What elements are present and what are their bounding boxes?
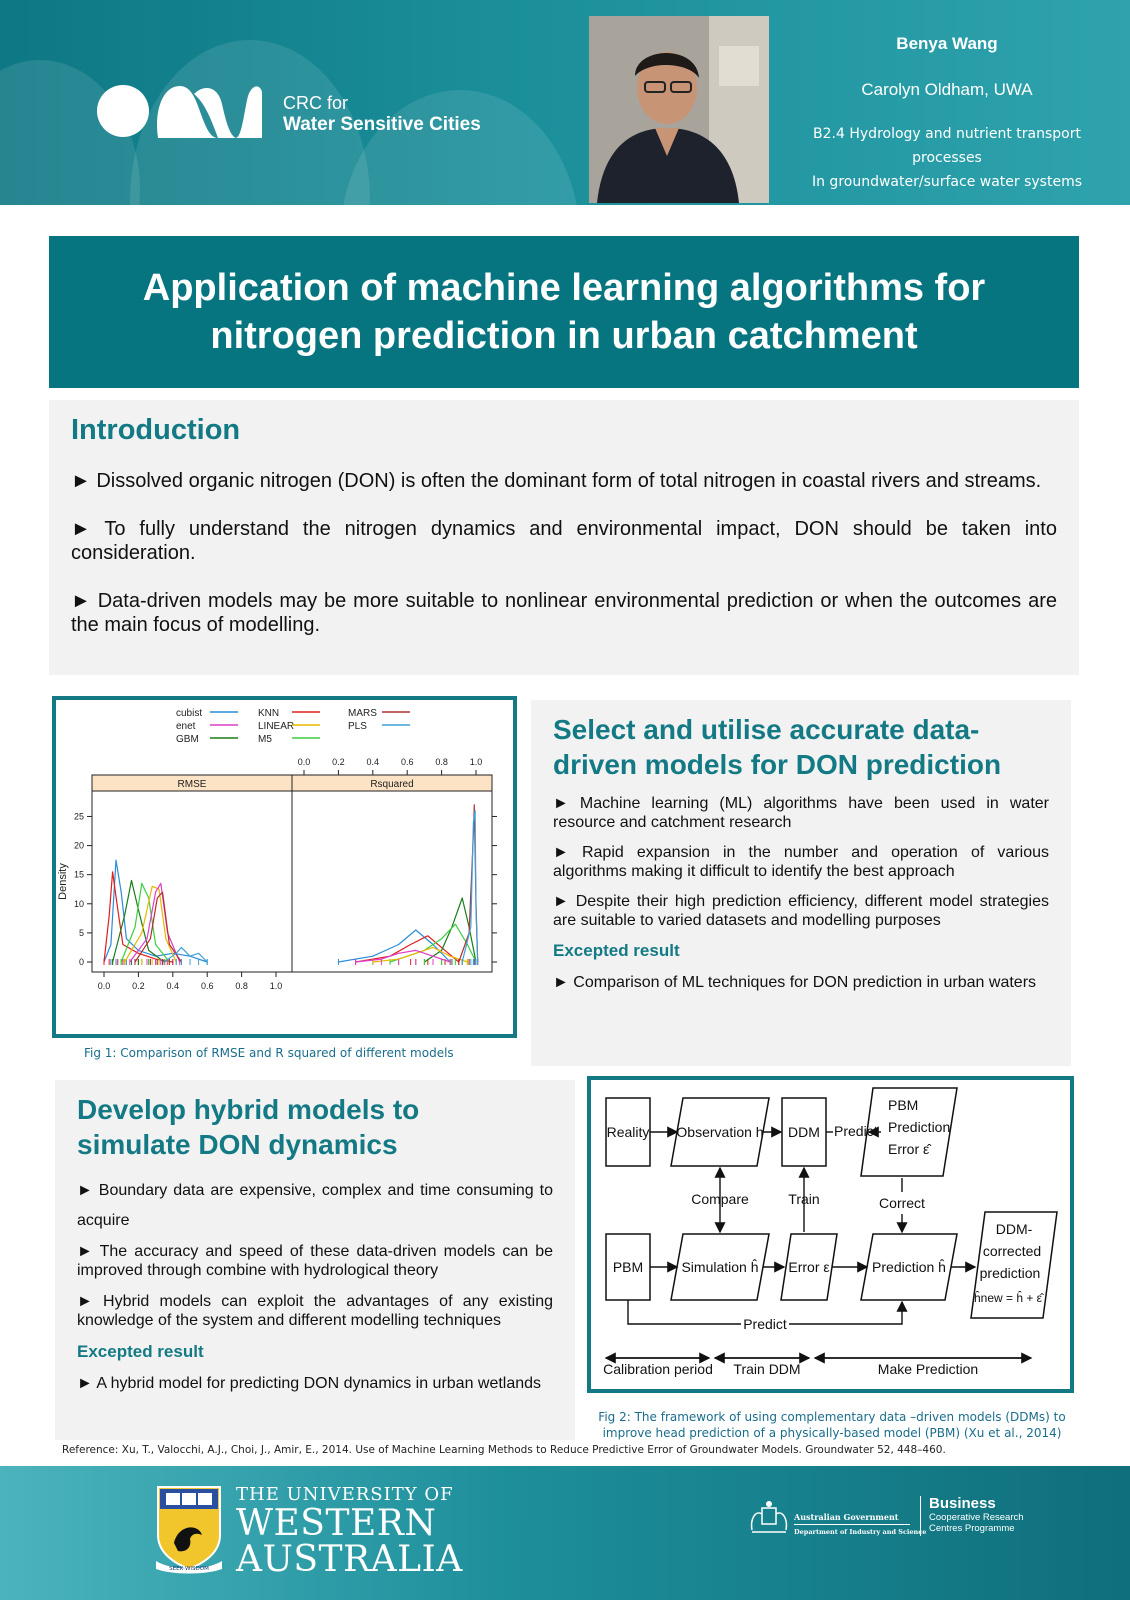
- project-line2: In groundwater/surface water systems: [811, 174, 1083, 190]
- gov-divider: [794, 1524, 910, 1525]
- correct-label: Correct: [879, 1195, 925, 1211]
- project-title: [782, 122, 1112, 194]
- hybrid-heading-line2: simulate DON dynamics: [77, 1129, 398, 1160]
- fig1-density-chart: [52, 696, 517, 1038]
- business-crc-logo: [920, 1496, 1024, 1536]
- intro-bullet: ► Data-driven models may be more suitable to nonlinear environmental prediction or when the outcomes are the main focus of modelling.: [71, 590, 1057, 636]
- ddm-label: DDM: [788, 1124, 820, 1140]
- y-tick-label: 0: [78, 957, 84, 967]
- legend-label: GBM: [176, 734, 199, 745]
- uwa-logo-text: [236, 1484, 463, 1578]
- x-tick-label: 0.4: [166, 981, 180, 991]
- density-series: [356, 936, 459, 962]
- fig2-caption: [590, 1409, 1074, 1441]
- poster-title: [84, 264, 1044, 360]
- x-tick-label: 1.0: [469, 757, 483, 767]
- australian-government-logo: [748, 1488, 927, 1568]
- y-tick-label: 10: [73, 898, 84, 909]
- panel-title: Rsquared: [370, 779, 414, 790]
- sec3-bullet: ► Boundary data are expensive, complex and time consuming to acquire: [77, 1182, 553, 1229]
- x-tick-label: 0.6: [400, 757, 414, 767]
- sec2-bullet: ► Machine learning (ML) algorithms have been used in water resource and catchment research: [553, 795, 1049, 831]
- business-line1: Business: [929, 1495, 996, 1512]
- sec3-expected-result-heading: Excepted result: [77, 1342, 204, 1361]
- density-series: [338, 930, 450, 962]
- x-tick-label: 0.8: [235, 981, 248, 991]
- ddm-corr-line1: DDM-: [995, 1221, 1033, 1237]
- project-line1: B2.4 Hydrology and nutrient transport processes: [813, 126, 1081, 166]
- supervisor-name: Carolyn Oldham, UWA: [861, 80, 1033, 99]
- logo-line2: Water Sensitive Cities: [283, 114, 481, 135]
- gov-line2: Department of Industry and Science: [794, 1528, 927, 1536]
- logo-line1: CRC for: [283, 93, 349, 113]
- reference-text: Reference: Xu, T., Valocchi, A.J., Choi, J., Amir, E., 2014. Use of Machine Learning Methods to Reduce Predictive Error of Groundwater Models. Groundwater 52, 448–460.: [62, 1444, 946, 1456]
- y-axis-label: Density: [57, 863, 69, 900]
- pbm-label: PBM: [612, 1259, 644, 1275]
- legend-label: KNN: [258, 708, 280, 719]
- y-tick-label: 20: [73, 840, 84, 851]
- train-label: Train: [788, 1191, 820, 1207]
- select-models-heading: Select and utilise accurate data-driven models for DON prediction: [553, 714, 1002, 780]
- framework-diagram-svg: [591, 1080, 1070, 1389]
- prediction-label: Prediction ĥ: [872, 1259, 946, 1275]
- make-prediction-label: Make Prediction: [877, 1361, 979, 1377]
- hybrid-models-section: [55, 1080, 575, 1440]
- x-tick-label: 0.0: [97, 981, 111, 991]
- density-chart-svg: [56, 700, 513, 1034]
- panel-frame: [292, 791, 492, 972]
- gov-line1: Australian Government: [794, 1512, 899, 1522]
- person-photo-icon: [589, 16, 769, 203]
- fig1-caption: Fig 1: Comparison of RMSE and R squared of different models: [84, 1046, 454, 1060]
- y-tick-label: 5: [78, 927, 84, 938]
- density-series: [130, 883, 180, 962]
- select-models-section: [531, 700, 1071, 1066]
- fig2-caption-line2: improve head prediction of a physically-based model (PBM) (Xu et al., 2014): [602, 1426, 1062, 1440]
- author-photo: [589, 16, 769, 203]
- x-tick-label: 0.8: [435, 757, 448, 767]
- y-tick-label: 15: [73, 869, 84, 880]
- density-series: [135, 892, 181, 962]
- legend-label: cubist: [176, 708, 203, 719]
- pbm-pred-line2: Prediction: [888, 1119, 951, 1135]
- legend-label: PLS: [348, 721, 367, 732]
- train-ddm-label: Train DDM: [733, 1361, 801, 1377]
- uwa-line1: THE UNIVERSITY OF: [236, 1484, 454, 1505]
- sec3-bullet: ► Hybrid models can exploit the advantages of any existing knowledge of the system and different modelling techniques: [77, 1293, 553, 1329]
- uwa-line3: AUSTRALIA: [236, 1539, 463, 1580]
- business-line3: Centres Programme: [929, 1523, 1015, 1534]
- predict-label: Predict: [834, 1123, 878, 1139]
- legend-label: M5: [258, 734, 272, 745]
- sec3-bullet: ► The accuracy and speed of these data-driven models can be improved through combine with hydrological theory: [77, 1243, 553, 1279]
- observation-label: Observation h: [676, 1124, 764, 1140]
- y-tick-label: 25: [73, 811, 84, 822]
- density-series: [125, 886, 177, 962]
- introduction-heading: Introduction: [71, 414, 241, 446]
- ddm-corr-line3: prediction: [979, 1265, 1041, 1281]
- pbm-pred-line3: Error ε̂: [888, 1141, 930, 1157]
- introduction-section: [49, 400, 1079, 675]
- x-tick-label: 0.0: [297, 757, 311, 767]
- x-tick-label: 1.0: [269, 981, 283, 991]
- hybrid-heading-line1: Develop hybrid models to: [77, 1094, 420, 1125]
- uwa-line2: WESTERN: [236, 1503, 437, 1544]
- crc-logo-text: [283, 92, 481, 136]
- predict-bottom-label: Predict: [743, 1316, 787, 1332]
- title-band: [49, 236, 1079, 388]
- x-tick-label: 0.4: [366, 757, 380, 767]
- sec3-expected-result: ► A hybrid model for predicting DON dynamics in urban wetlands: [77, 1375, 542, 1392]
- crc-logo-icon: [96, 82, 266, 140]
- panel-frame: [92, 791, 292, 972]
- x-tick-label: 0.2: [332, 757, 345, 767]
- hybrid-models-heading: [77, 1092, 553, 1162]
- fig2-caption-line1: Fig 2: The framework of using complementary data –driven models (DDMs) to: [598, 1410, 1066, 1424]
- intro-bullet: ► To fully understand the nitrogen dynamics and environmental impact, DON should be taken into consideration.: [71, 518, 1057, 564]
- pbm-pred-line1: PBM: [888, 1097, 919, 1113]
- ddm-corr-line2: corrected: [982, 1243, 1042, 1259]
- calibration-period-label: Calibration period: [603, 1361, 713, 1377]
- reality-label: Reality: [606, 1124, 650, 1140]
- fig2-framework-diagram: [587, 1076, 1074, 1393]
- poster-footer: [0, 1466, 1130, 1600]
- legend-label: enet: [176, 721, 196, 732]
- compare-label: Compare: [691, 1191, 749, 1207]
- sec2-bullet: ► Despite their high prediction efficiency, different model strategies are suitable to varied datasets and modelling purposes: [553, 893, 1049, 929]
- panel-title: RMSE: [177, 779, 207, 790]
- crest-motto: SEEK WISDOM: [169, 1566, 209, 1572]
- x-tick-label: 0.6: [200, 981, 214, 991]
- business-line2: Cooperative Research: [929, 1512, 1024, 1523]
- intro-bullet: ► Dissolved organic nitrogen (DON) is often the dominant form of total nitrogen in coastal rivers and streams.: [71, 470, 1042, 492]
- sec2-expected-result-heading: Excepted result: [553, 941, 680, 960]
- uwa-crest-icon: [152, 1483, 226, 1575]
- ddm-corr-line4: ĥnew = ĥ + ε̂: [973, 1291, 1043, 1305]
- legend-label: MARS: [348, 708, 377, 719]
- simulation-label: Simulation ĥ: [681, 1259, 759, 1275]
- title-line2: nitrogen prediction in urban catchment: [210, 315, 918, 357]
- coat-of-arms-icon: [748, 1500, 790, 1536]
- sec2-bullet: ► Rapid expansion in the number and operation of various algorithms making it difficult to identify the best approach: [553, 844, 1049, 880]
- x-tick-label: 0.2: [132, 981, 145, 991]
- sec2-expected-result: ► Comparison of ML techniques for DON prediction in urban waters: [553, 974, 1037, 991]
- author-name: Benya Wang: [896, 34, 998, 53]
- title-line1: Application of machine learning algorithms for: [142, 267, 986, 309]
- legend-label: LINEAR: [258, 721, 295, 732]
- poster-header: [0, 0, 1130, 205]
- error-label: Error ε: [788, 1259, 830, 1275]
